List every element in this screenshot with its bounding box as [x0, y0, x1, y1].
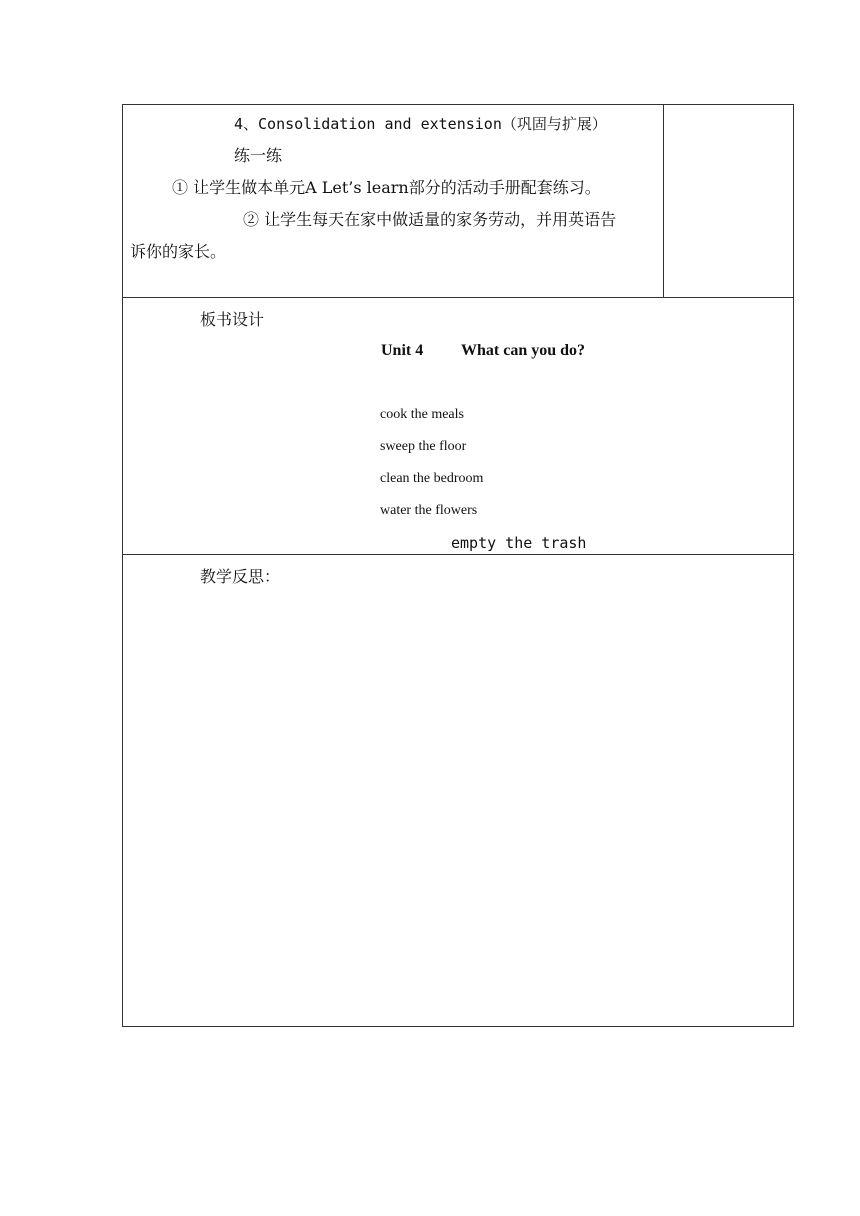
- table-border-bottom: [122, 1026, 794, 1027]
- table-row-divider-1: [122, 297, 794, 298]
- practice-item-1: ① 让学生做本单元A Let’s learn部分的活动手册配套练习。: [172, 178, 601, 197]
- phrase-item: cook the meals: [380, 407, 464, 422]
- table-row-divider-2: [122, 554, 794, 555]
- practice-item-2-line-2: 诉你的家长。: [130, 242, 227, 261]
- unit-title: What can you do?: [461, 342, 586, 359]
- board-design-label: 板书设计: [200, 310, 265, 329]
- table-border-left: [122, 104, 123, 1027]
- table-border-right: [793, 104, 794, 1027]
- unit-number: Unit 4: [381, 342, 424, 359]
- phrase-item: clean the bedroom: [380, 471, 484, 486]
- table-border-top: [122, 104, 794, 105]
- table-column-divider: [663, 104, 664, 297]
- teaching-reflection-label: 教学反思：: [200, 567, 281, 586]
- phrase-item: empty the trash: [451, 534, 587, 552]
- phrase-item: sweep the floor: [380, 439, 467, 454]
- consolidation-heading: 4、Consolidation and extension（巩固与扩展）: [234, 115, 607, 133]
- practice-item-2-line-1: ② 让学生每天在家中做适量的家务劳动，并用英语告: [243, 210, 617, 229]
- practice-subheading: 练一练: [234, 146, 283, 165]
- phrase-item: water the flowers: [380, 503, 478, 518]
